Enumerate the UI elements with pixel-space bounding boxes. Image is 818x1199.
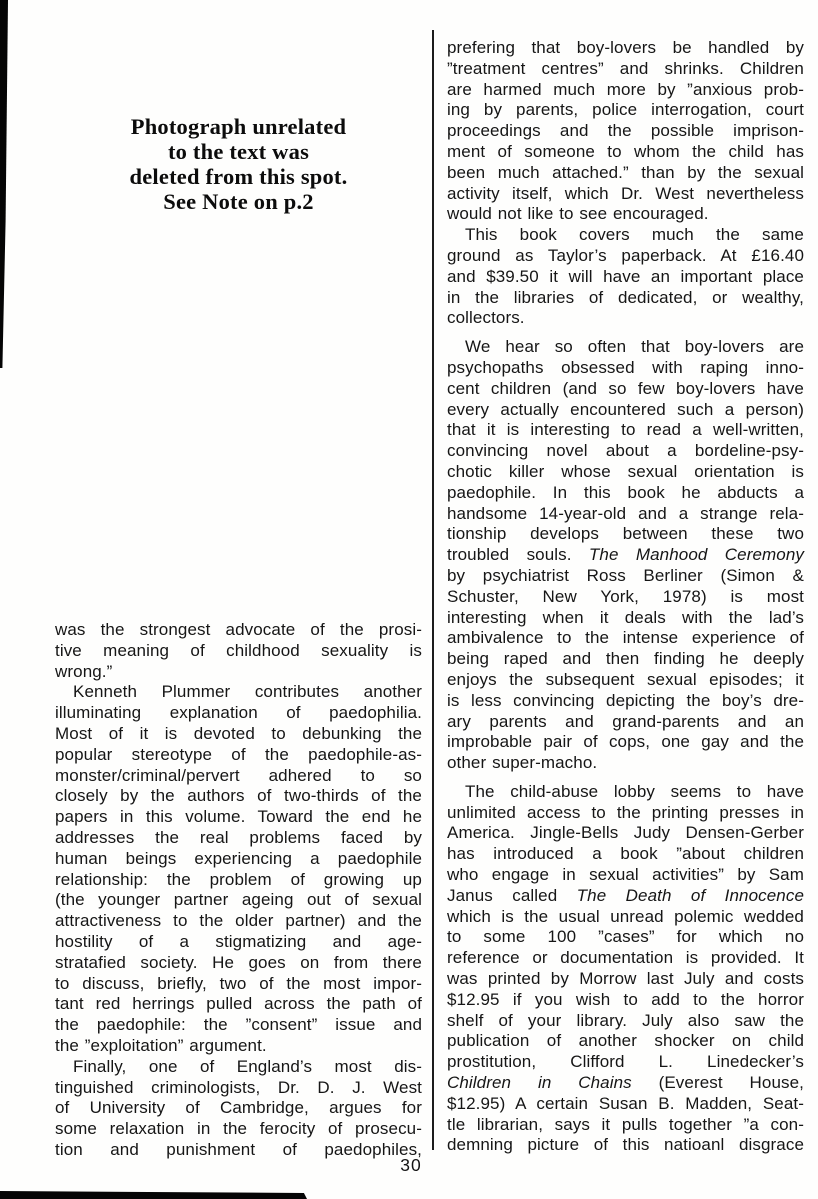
notice-line: to the text was: [167, 139, 310, 164]
text-line: the ”exploitation” argument.: [55, 1035, 267, 1055]
text-line: America. Jingle-Bells Judy Densen-Gerber: [447, 823, 804, 843]
text-line: psychopaths obsessed with raping inno-: [447, 357, 804, 377]
text-line: The child-abuse lobby seems to have: [465, 781, 804, 801]
right-column-text: [447, 38, 804, 1156]
text-line: proceedings and the possible imprison-: [447, 121, 804, 141]
text-line: relationship: the problem of growing up: [55, 869, 422, 889]
text-line: attractiveness to the older partner) and the: [55, 911, 422, 931]
text-line: who engage in sexual activities” by Sam: [447, 865, 804, 885]
column-divider-rule: [432, 30, 434, 1150]
text-line: reference or documentation is provided. It: [447, 948, 804, 968]
text-line: convincing novel about a bordeline-psy-: [447, 441, 804, 461]
text-line: improbable pair of cops, one gay and the: [447, 732, 804, 752]
scan-artifact-left-edge: [0, 0, 8, 368]
paragraph: [55, 1057, 422, 1161]
text-line: been much attached.” than by the sexual: [447, 162, 804, 182]
text-line: by psychiatrist Ross Berliner (Simon &: [447, 565, 804, 585]
text-line: Children in Chains (Everest House,: [447, 1073, 804, 1093]
text-line: hostility of a stigmatizing and age-: [55, 931, 422, 951]
text-line: cent children (and so few boy-lovers have: [447, 378, 804, 398]
text-line: are harmed much more by ”anxious prob-: [447, 79, 804, 99]
text-line: and $39.50 it will have an important place: [447, 266, 804, 286]
text-line: papers in this volume. Toward the end he: [55, 807, 422, 827]
text-line: the paedophile: the ”consent” issue and: [55, 1015, 422, 1035]
paragraph: [447, 337, 804, 774]
book-title: Children in Chains: [447, 1073, 632, 1093]
text-line: other super-macho.: [447, 753, 598, 773]
text-line: some relaxation in the ferocity of prosecu-: [55, 1119, 422, 1139]
text-line: $12.95 if you wish to add to the horror: [447, 989, 804, 1009]
notice-line: See Note on p.2: [163, 189, 314, 214]
text-line: every actually encountered such a person): [447, 399, 804, 419]
scan-artifact-bottom-edge: [0, 1191, 307, 1199]
text-line: illuminating explanation of paedophilia.: [55, 703, 422, 723]
text-line: stratafied society. He goes on from there: [55, 952, 422, 972]
text-line: $12.95) A certain Susan B. Madden, Seat-: [447, 1093, 804, 1113]
text-line: publication of another shocker on child: [447, 1031, 804, 1051]
paragraph: [447, 782, 804, 1156]
text-line: popular stereotype of the paedophile-as-: [55, 744, 422, 764]
text-line: shelf of your library. July also saw the: [447, 1010, 804, 1030]
text-line: This book covers much the same: [465, 225, 804, 245]
text-line: ambivalence to the intense experience of: [447, 628, 804, 648]
photo-deletion-notice: [55, 114, 422, 214]
text-line: in the libraries of dedicated, or wealthy,: [447, 287, 804, 307]
text-line: has introduced a book ”about children: [447, 844, 804, 864]
text-line: of University of Cambridge, argues for: [55, 1098, 422, 1118]
text-line: activity itself, which Dr. West nevertheless: [447, 183, 804, 203]
paragraph: [55, 682, 422, 1056]
text-line: Janus called The Death of Innocence: [447, 885, 804, 905]
text-line: unlimited access to the printing presses in: [447, 802, 804, 822]
paragraph: [447, 38, 804, 225]
text-line: tle librarian, says it pulls together ”a con-: [447, 1114, 804, 1134]
text-line: chotic killer whose sexual orientation is: [447, 461, 804, 481]
text-line: Most of it is devoted to debunking the: [55, 723, 422, 743]
text-line: tant red herrings pulled across the path of: [55, 994, 422, 1014]
text-line: was printed by Morrow last July and costs: [447, 969, 804, 989]
text-line: tinguished criminologists, Dr. D. J. West: [55, 1077, 422, 1097]
text-line: Kenneth Plummer contributes another: [73, 682, 422, 702]
page-number: 30: [400, 1155, 422, 1175]
notice-line: deleted from this spot.: [129, 164, 348, 189]
text-line: troubled souls. The Manhood Ceremony: [447, 545, 804, 565]
text-line: wrong.”: [55, 661, 113, 681]
text-line: to some 100 ”cases” for which no: [447, 927, 804, 947]
text-line: closely by the authors of two-thirds of the: [55, 786, 422, 806]
text-line: tive meaning of childhood sexuality is: [55, 640, 422, 660]
text-line: is less convincing depicting the boy’s dre-: [447, 690, 804, 710]
text-line: prefering that boy-lovers be handled by: [447, 38, 804, 57]
text-line: ground as Taylor’s paperback. At £16.40: [447, 245, 804, 265]
paragraph: [447, 225, 804, 329]
text-line: collectors.: [447, 308, 525, 328]
text-line: human beings experiencing a paedophile: [55, 848, 422, 868]
left-column-text: [55, 620, 422, 1161]
text-line: which is the usual unread polemic wedded: [447, 906, 804, 926]
notice-line: Photograph unrelated: [130, 114, 347, 139]
text-line: interesting when it deals with the lad’s: [447, 607, 804, 627]
book-title: The Manhood Ceremony: [588, 545, 804, 565]
text-line: ”treatment centres” and shrinks. Children: [447, 58, 804, 78]
text-line: prostitution, Clifford L. Linedecker’s: [447, 1052, 804, 1072]
paragraph: [55, 620, 422, 682]
text-line: addresses the real problems faced by: [55, 827, 422, 847]
text-line: being raped and then finding he deeply: [447, 649, 804, 669]
text-line: handsome 14-year-old and a strange rela-: [447, 503, 804, 523]
text-line: (the younger partner ageing out of sexual: [55, 890, 422, 910]
text-line: enjoys the subsequent sexual episodes; it: [447, 669, 804, 689]
book-title: The Death of Innocence: [576, 885, 804, 905]
text-line: was the strongest advocate of the prosi-: [55, 620, 422, 639]
text-line: demning picture of this natioanl disgrace: [447, 1135, 804, 1155]
text-line: We hear so often that boy-lovers are: [465, 337, 804, 357]
text-line: that it is interesting to read a well-written,: [447, 420, 804, 440]
text-line: Schuster, New York, 1978) is most: [447, 586, 804, 606]
text-line: Finally, one of England’s most dis-: [73, 1056, 422, 1076]
text-line: tion and punishment of paedophiles,: [55, 1139, 422, 1159]
text-line: paedophile. In this book he abducts a: [447, 482, 804, 502]
text-line: ary parents and grand-parents and an: [447, 711, 804, 731]
text-line: to discuss, briefly, two of the most impor-: [55, 973, 422, 993]
text-line: tionship develops between these two: [447, 524, 804, 544]
text-line: ing by parents, police interrogation, court: [447, 100, 804, 120]
text-line: ment of someone to whom the child has: [447, 141, 804, 161]
text-line: would not like to see encouraged.: [447, 204, 709, 224]
text-line: monster/criminal/pervert adhered to so: [55, 765, 422, 785]
